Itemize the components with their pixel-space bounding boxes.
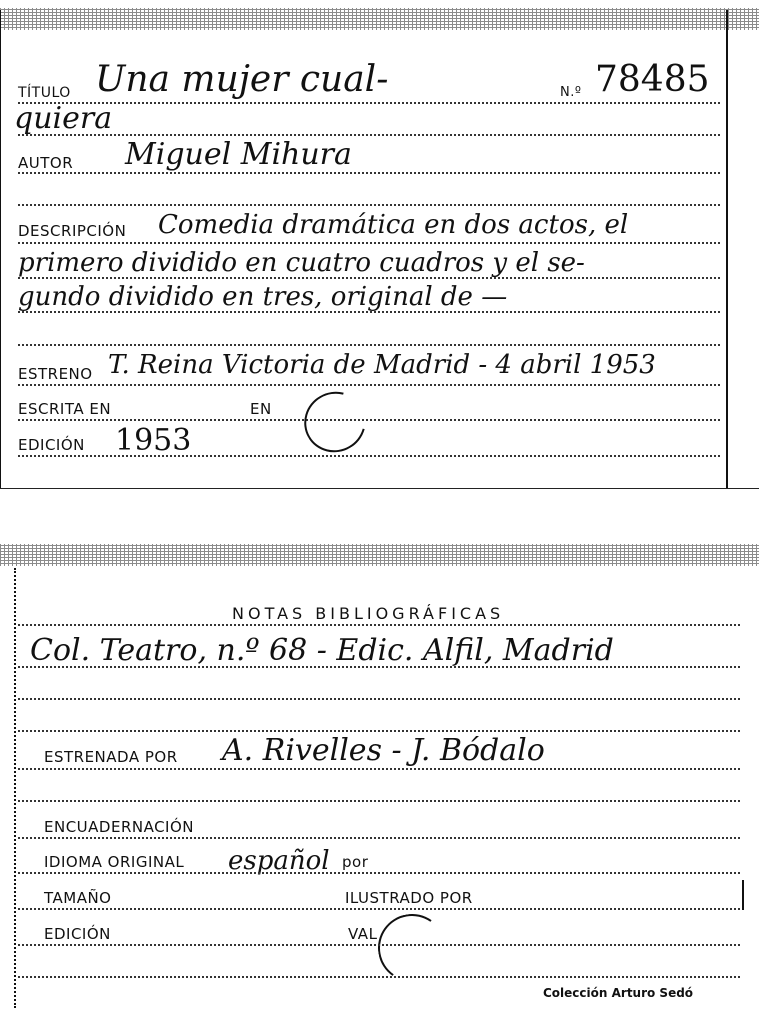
estrenada-value: A. Rivelles - J. Bódalo: [222, 733, 545, 768]
idioma-value: español: [228, 846, 330, 876]
collection-credit: Colección Arturo Sedó: [543, 986, 694, 1000]
catalog-card-front: [0, 0, 759, 495]
card-top-edge-back: [0, 544, 759, 566]
descripcion-rule-4: [18, 344, 720, 346]
card-left-border-back: [14, 568, 16, 1008]
notas-rule-1: [18, 624, 740, 626]
encuadernacion-label: ENCUADERNACIÓN: [44, 818, 195, 836]
estreno-value: T. Reina Victoria de Madrid - 4 abril 1953: [108, 350, 656, 380]
idioma-label: IDIOMA ORIGINAL: [44, 853, 185, 871]
en-label: EN: [250, 400, 272, 418]
descripcion-line3: gundo dividido en tres, original de —: [18, 282, 508, 312]
escrita-en-label: ESCRITA EN: [18, 400, 112, 418]
descripcion-rule-1: [18, 242, 720, 244]
notas-heading: NOTAS BIBLIOGRÁFICAS: [232, 604, 505, 623]
final-rule: [18, 976, 740, 978]
descripcion-rule-2: [18, 277, 720, 279]
notas-value: Col. Teatro, n.º 68 - Edic. Alfil, Madrid: [30, 633, 614, 668]
blank-line: [18, 204, 720, 206]
card-top-edge: [0, 8, 759, 30]
autor-label: AUTOR: [18, 154, 74, 172]
catalog-card-back: [0, 540, 759, 1028]
tamano-line: [18, 908, 740, 910]
descripcion-rule-3: [18, 311, 720, 313]
notas-rule-2: [18, 666, 740, 668]
autor-line: [18, 172, 720, 174]
edicion-line: [18, 455, 720, 457]
titulo-line: [18, 102, 720, 104]
edicion-value: 1953: [115, 423, 192, 458]
edicion-label: EDICIÓN: [18, 436, 85, 454]
blank-rule: [18, 800, 740, 802]
estreno-line: [18, 384, 720, 386]
titulo-value-line1: Una mujer cual-: [95, 59, 389, 100]
encuadernacion-line: [18, 837, 740, 839]
valor-label: VAL: [348, 925, 378, 943]
card-right-mark: [742, 880, 744, 910]
estrenada-line: [18, 768, 740, 770]
edicion-back-line: [18, 944, 740, 946]
estreno-label: ESTRENO: [18, 365, 93, 383]
tamano-label: TAMAÑO: [44, 889, 112, 907]
por-label: por: [342, 853, 369, 871]
card-bottom-edge: [0, 488, 759, 489]
ilustrado-label: ILUSTRADO POR: [345, 889, 473, 907]
edicion-back-label: EDICIÓN: [44, 925, 111, 943]
notas-rule-4: [18, 730, 740, 732]
titulo-value-line2: quiera: [14, 101, 113, 136]
card-right-border: [726, 10, 728, 488]
descripcion-label: DESCRIPCIÓN: [18, 222, 127, 240]
numero-label: N.º: [560, 85, 582, 100]
titulo-line-2: [18, 134, 720, 136]
stamp-circle: [293, 381, 377, 464]
descripcion-line1: Comedia dramática en dos actos, el: [158, 210, 629, 240]
escrita-line: [18, 419, 720, 421]
autor-value: Miguel Mihura: [125, 137, 352, 172]
descripcion-line2: primero dividido en cuatro cuadros y el se-: [18, 248, 585, 278]
idioma-line: [18, 872, 740, 874]
numero-value: 78485: [595, 59, 710, 100]
notas-rule-3: [18, 698, 740, 700]
card-left-border: [0, 10, 1, 488]
estrenada-label: ESTRENADA POR: [44, 748, 178, 766]
titulo-label: TÍTULO: [18, 85, 71, 101]
